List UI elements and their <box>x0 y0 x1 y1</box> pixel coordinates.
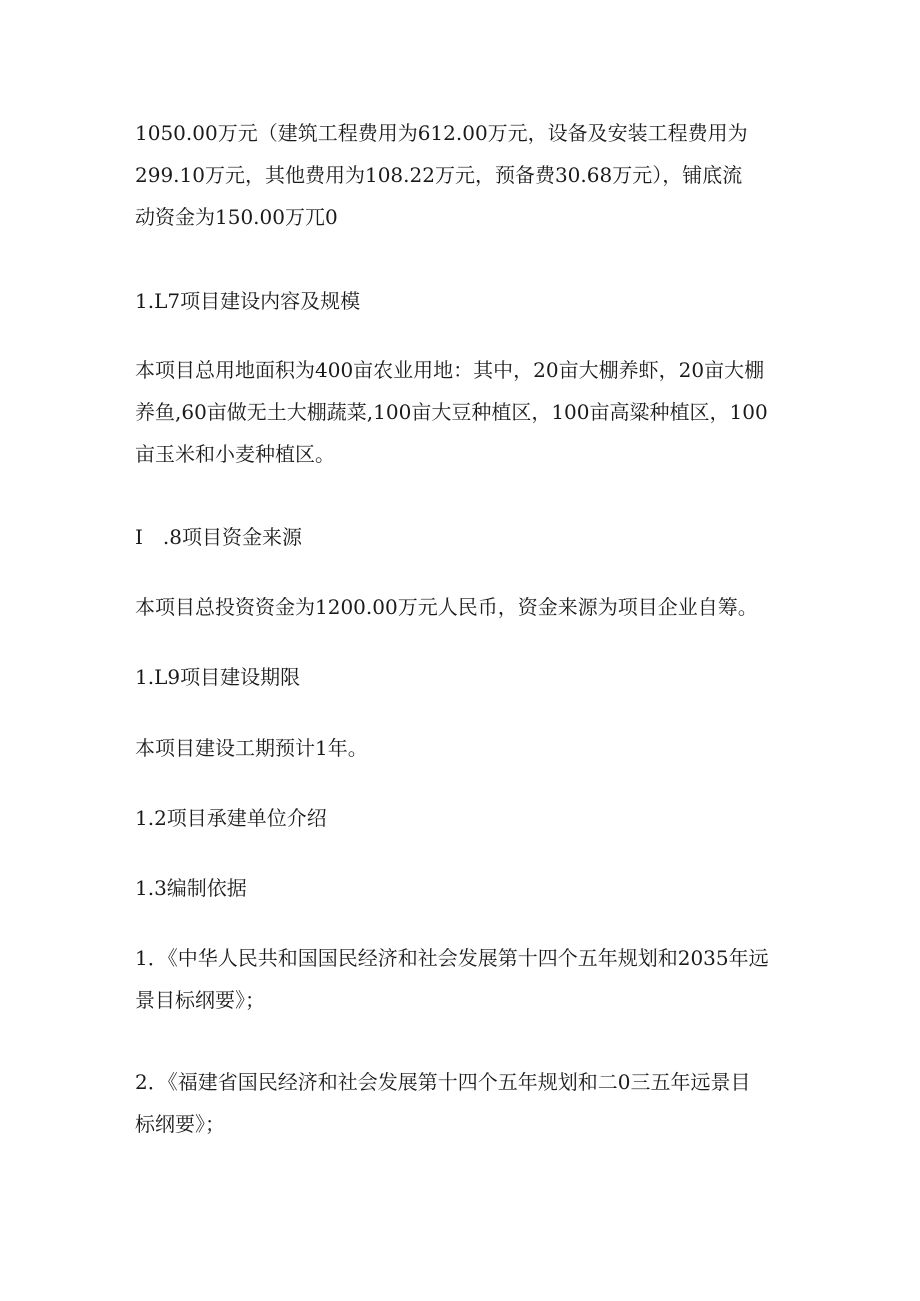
list-item-line: 景目标纲要》； <box>135 988 265 1012</box>
section-heading-1-2: 1.2项目承建单位介绍 <box>135 806 327 830</box>
funding-paragraph <box>135 586 795 628</box>
list-item-line: 1．《中华人民共和国国民经济和社会发展第十四个五年规划和2035年远 <box>135 946 769 970</box>
list-item-line: 标纲要》； <box>135 1112 225 1136</box>
paragraph-line: 亩玉米和小麦种植区。 <box>135 442 335 466</box>
period-paragraph <box>135 727 795 769</box>
investment-paragraph <box>135 112 795 238</box>
section-heading-1-1-8: I .8项目资金来源 <box>135 525 302 549</box>
section-heading-1-1-7: 1.L7项目建设内容及规模 <box>135 289 361 313</box>
paragraph-line: 1050.00万元（建筑工程费用为612.00万元，设备及安装工程费用为 <box>135 121 748 145</box>
scope-paragraph <box>135 349 795 475</box>
basis-item-1 <box>135 937 795 1021</box>
section-heading-1-1-9: 1.L9项目建设期限 <box>135 665 301 689</box>
list-item-line: 2．《福建省国民经济和社会发展第十四个五年规划和二0三五年远景目 <box>135 1070 751 1094</box>
paragraph-line: 动资金为150.00万兀0 <box>135 205 338 229</box>
paragraph-line: 养鱼,60亩做无土大棚蔬菜,100亩大豆种植区，100亩高粱种植区，100 <box>135 400 768 424</box>
paragraph-line: 本项目建设工期预计1年。 <box>135 736 368 760</box>
paragraph-line: 本项目总投资资金为1200.00万元人民币，资金来源为项目企业自筹。 <box>135 595 758 619</box>
paragraph-line: 本项目总用地面积为400亩农业用地：其中，20亩大棚养虾，20亩大棚 <box>135 358 765 382</box>
basis-item-2 <box>135 1061 795 1145</box>
section-heading-1-3: 1.3编制依据 <box>135 876 247 900</box>
paragraph-line: 299.10万元，其他费用为108.22万元，预备费30.68万元），铺底流 <box>135 163 743 187</box>
